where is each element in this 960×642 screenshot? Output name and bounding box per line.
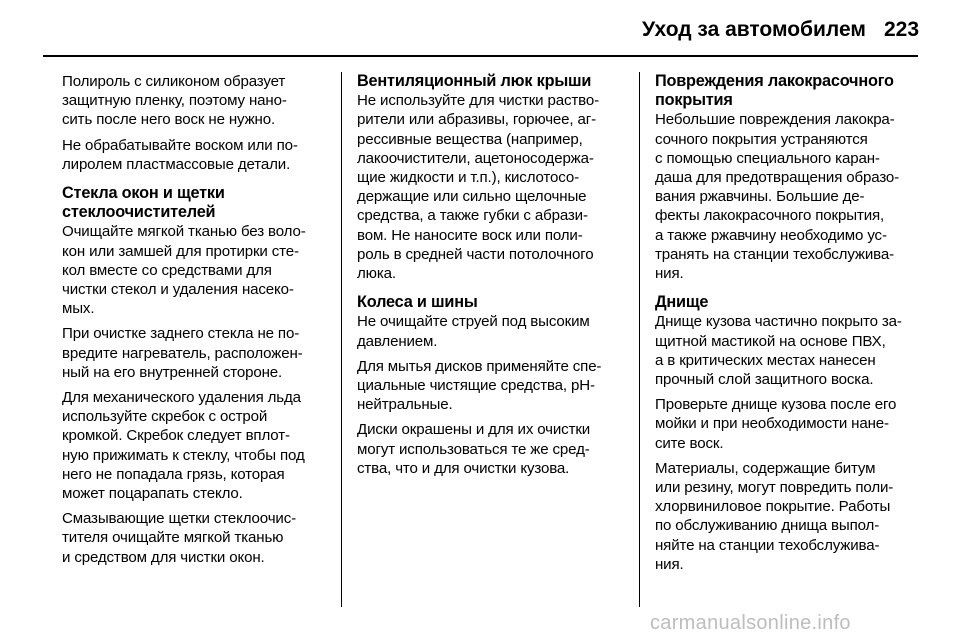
header-title: Уход за автомобилем — [642, 18, 866, 41]
text-line: чистки стекол и удаления насеко- — [62, 281, 294, 299]
text-line: стеклоочистителей — [62, 203, 216, 222]
column-1 — [62, 72, 328, 573]
text-line: циальные чистящие средства, pH- — [357, 377, 595, 395]
section-heading — [357, 293, 623, 312]
paragraph — [655, 395, 921, 453]
text-line: а также ржавчину необходимо ус- — [655, 226, 887, 244]
text-line: вания ржавчины. Большие де- — [655, 188, 865, 206]
text-line: мойки и при необходимости нане- — [655, 415, 889, 433]
text-line: ния. — [655, 555, 684, 573]
text-line: Повреждения лакокрасочного — [655, 72, 894, 90]
text-line: держащие или сильно щелочные — [357, 188, 587, 206]
text-line: Полироль с силиконом образует — [62, 73, 286, 90]
text-line: ства, что и для очистки кузова. — [357, 459, 570, 477]
text-line: и средством для чистки окон. — [62, 548, 265, 566]
paragraph — [62, 509, 328, 567]
text-line: Очищайте мягкой тканью без воло- — [62, 223, 306, 241]
text-line: используйте скребок с острой — [62, 408, 268, 426]
text-line: кон или замшей для протирки сте- — [62, 242, 299, 260]
text-line: Не обрабатывайте воском или по- — [62, 136, 298, 154]
text-line: могут использоваться те же сред- — [357, 440, 590, 458]
text-line: сите воск. — [655, 434, 724, 452]
text-line: а в критических местах нанесен — [655, 351, 876, 369]
text-line: люка. — [357, 265, 396, 283]
text-line: рессивные вещества (например, — [357, 130, 583, 148]
text-line: мых. — [62, 300, 95, 318]
paragraph — [655, 110, 921, 283]
text-line: рители или абразивы, горючее, аг- — [357, 111, 596, 129]
paragraph — [357, 420, 623, 478]
paragraph — [62, 72, 328, 130]
paragraph — [62, 324, 328, 382]
text-line: лакоочистители, ацетоносодержа- — [357, 149, 594, 167]
text-line: с помощью специального каран- — [655, 149, 880, 167]
paragraph — [357, 91, 623, 283]
paragraph — [655, 459, 921, 574]
text-line: него не попадала грязь, которая — [62, 465, 285, 483]
text-line: по обслуживанию днища выпол- — [655, 517, 880, 535]
paragraph — [357, 312, 623, 350]
text-line: щие жидкости и т.п.), кислотосо- — [357, 169, 579, 187]
text-line: кромкой. Скребок следует вплот- — [62, 427, 290, 445]
text-line: Материалы, содержащие битум — [655, 459, 876, 477]
watermark: carmanualsonline.info — [650, 612, 851, 634]
text-line: Для мытья дисков применяйте спе- — [357, 357, 602, 375]
section-underbody — [655, 293, 921, 574]
text-line: сочного покрытия устраняются — [655, 130, 868, 148]
column-divider-2 — [639, 72, 640, 607]
text-line: давлением. — [357, 332, 438, 350]
text-line: Смазывающие щетки стеклоочис- — [62, 510, 296, 528]
text-line: Для механического удаления льда — [62, 389, 301, 407]
text-line: Вентиляционный люк крыши — [357, 72, 592, 90]
text-line: фекты лакокрасочного покрытия, — [655, 207, 885, 225]
paragraph — [62, 136, 328, 174]
text-line: ный на его внутренней стороне. — [62, 363, 283, 381]
text-line: защитную пленку, поэтому нано- — [62, 92, 287, 110]
text-line: даша для предотвращения образо- — [655, 169, 900, 187]
section-wheels-tires — [357, 293, 623, 478]
text-line: хлорвиниловое покрытие. Работы — [655, 498, 891, 516]
text-line: нейтральные. — [357, 396, 453, 414]
text-line: Колеса и шины — [357, 293, 478, 312]
section-heading — [357, 72, 623, 91]
text-line: или резину, могут повредить поли- — [655, 479, 894, 497]
paragraph — [357, 357, 623, 415]
text-line: покрытия — [655, 91, 733, 110]
text-line: Днище — [655, 293, 709, 312]
text-line: Проверьте днище кузова после его — [655, 396, 897, 414]
text-line: няйте на станции техобслужива- — [655, 536, 880, 554]
text-line: ную прижимать к стеклу, чтобы под — [62, 446, 305, 464]
text-line: Днище кузова частично покрыто за- — [655, 313, 902, 331]
text-line: ния. — [655, 265, 684, 283]
page-number: 223 — [884, 18, 920, 41]
section-heading — [655, 293, 921, 312]
section-paint-damage — [655, 72, 921, 283]
text-line: Небольшие повреждения лакокра- — [655, 111, 895, 129]
column-3 — [655, 72, 921, 580]
text-line: щитной мастикой на основе ПВХ, — [655, 332, 886, 350]
section-heading — [62, 184, 328, 222]
column-divider-1 — [341, 72, 342, 607]
text-line: Не очищайте струей под высоким — [357, 313, 590, 331]
column-2 — [357, 72, 623, 484]
text-line: прочный слой защитного воска. — [655, 371, 874, 389]
text-line: кол вместе со средствами для — [62, 261, 272, 279]
text-line: Стекла окон и щетки — [62, 184, 225, 203]
text-line: вредите нагреватель, расположен- — [62, 344, 303, 362]
text-line: Не используйте для чистки раство- — [357, 92, 599, 110]
section-windows-wipers — [62, 184, 328, 567]
text-line: может поцарапать стекло. — [62, 485, 243, 503]
text-line: роль в средней части потолочного — [357, 245, 594, 263]
paragraph — [62, 222, 328, 318]
text-line: транять на станции техобслужива- — [655, 245, 894, 263]
header-divider — [43, 55, 918, 57]
section-heading — [655, 72, 921, 110]
text-line: сить после него воск не нужно. — [62, 111, 276, 129]
text-line: лиролем пластмассовые детали. — [62, 155, 291, 173]
text-line: вом. Не наносите воск или поли- — [357, 226, 583, 244]
text-line: средства, а также губки с абрази- — [357, 207, 588, 225]
paragraph — [62, 388, 328, 503]
text-line: тителя очищайте мягкой тканью — [62, 529, 284, 547]
paragraph — [655, 312, 921, 389]
text-line: Диски окрашены и для их очистки — [357, 421, 591, 439]
section-sunroof — [357, 72, 623, 283]
text-line: При очистке заднего стекла не по- — [62, 325, 300, 343]
